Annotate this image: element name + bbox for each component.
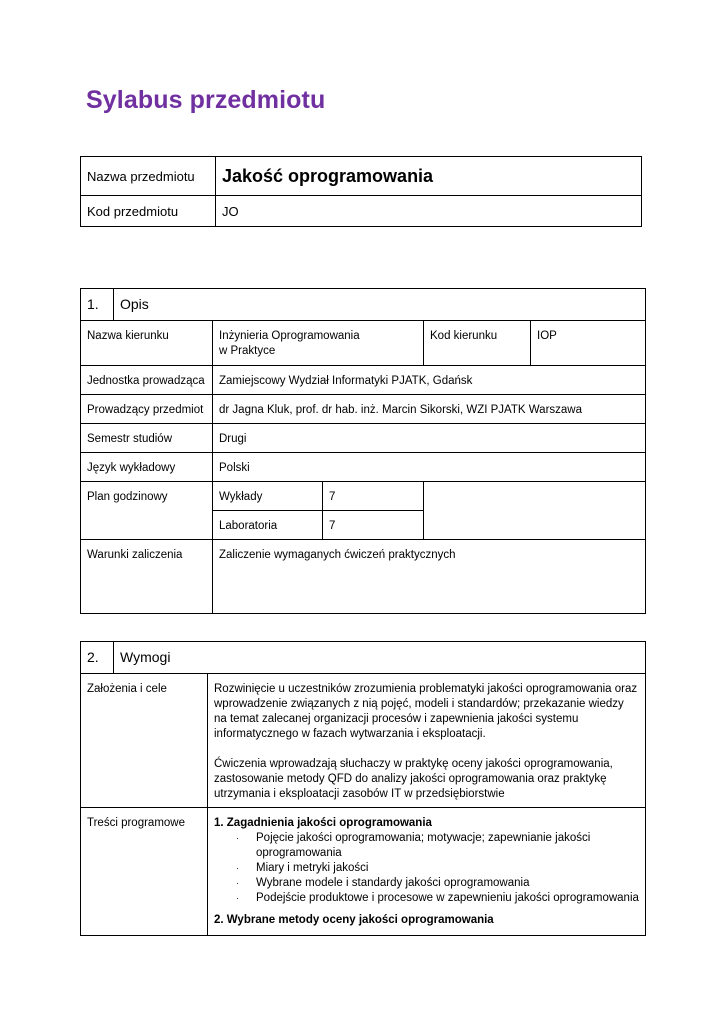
field-code-value: IOP: [531, 321, 646, 366]
unit-value: Zamiejscowy Wydział Informatyki PJATK, Gdańsk: [213, 366, 646, 395]
field-label: Nazwa kierunku: [81, 321, 213, 366]
section1-number: 1.: [81, 289, 114, 321]
lectures-label: Wykłady: [213, 482, 323, 511]
requirements-table: [80, 641, 646, 936]
field-row: [81, 321, 646, 366]
plan-label: Plan godzinowy: [81, 482, 213, 540]
course-name-label: Nazwa przedmiotu: [81, 157, 216, 196]
language-value: Polski: [213, 453, 646, 482]
goals-row: [81, 674, 646, 808]
language-row: [81, 453, 646, 482]
list-item: [236, 891, 639, 906]
field-value-line2: w Praktyce: [219, 345, 276, 357]
lecturer-row: [81, 395, 646, 424]
course-code-label: Kod przedmiotu: [81, 196, 216, 227]
lectures-value: 7: [323, 482, 424, 511]
course-code-value: JO: [216, 196, 642, 227]
lecturer-label: Prowadzący przedmiot: [81, 395, 213, 424]
bullet-icon: ·: [236, 878, 239, 888]
labs-label: Laboratoria: [213, 511, 323, 540]
goals-paragraph-1: Rozwinięcie u uczestników zrozumienia problematyki jakości oprogramowania oraz wprowadzenie związanych z nią pojęć, modeli i standardów; przekazanie wiedzy na temat zalecanej organizacji procesów i zapewnienia jakości systemu informatycznego w fazach wytwarzania i eksploatacji.: [214, 683, 638, 740]
plan-row-lectures: [81, 482, 646, 511]
labs-value: 7: [323, 511, 424, 540]
content-label: Treści programowe: [81, 808, 208, 936]
section2-header-row: [81, 642, 646, 674]
topic-1-list: [214, 831, 639, 906]
semester-value: Drugi: [213, 424, 646, 453]
goals-label: Założenia i cele: [81, 674, 208, 808]
goals-value: [208, 674, 646, 808]
topic-2-heading: 2. Wybrane metody oceny jakości oprogramowania: [214, 914, 494, 926]
topic-1-heading: 1. Zagadnienia jakości oprogramowania: [214, 817, 432, 829]
bullet-icon: ·: [236, 893, 239, 903]
content-row: [81, 808, 646, 936]
course-name-value: Jakość oprogramowania: [216, 157, 642, 196]
unit-label: Jednostka prowadząca: [81, 366, 213, 395]
plan-empty-cell: [424, 482, 646, 540]
section2-title: Wymogi: [114, 642, 646, 674]
goals-paragraph-2: Ćwiczenia wprowadzają słuchaczy w praktykę oceny jakości oprogramowania, zastosowanie metody QFD do analizy jakości oprogramowania oraz praktykę utrzymania i eksploatacji zasobów IT w przedsiębiorstwie: [214, 758, 613, 800]
list-item-text: Wybrane modele i standardy jakości oprogramowania: [256, 877, 530, 889]
page-title: Sylabus przedmiotu: [86, 86, 326, 114]
list-item-text: Miary i metryki jakości: [256, 862, 369, 874]
section1-header-row: [81, 289, 646, 321]
list-item-text: Pojęcie jakości oprogramowania; motywacje; zapewnianie jakości oprogramowania: [256, 832, 591, 859]
bullet-icon: ·: [236, 833, 239, 843]
conditions-row: [81, 540, 646, 614]
field-value-line1: Inżynieria Oprogramowania: [219, 330, 360, 342]
semester-label: Semestr studiów: [81, 424, 213, 453]
list-item: [236, 876, 639, 891]
language-label: Język wykładowy: [81, 453, 213, 482]
semester-row: [81, 424, 646, 453]
list-item: [236, 831, 639, 861]
field-code-label: Kod kierunku: [424, 321, 531, 366]
section1-title: Opis: [114, 289, 646, 321]
conditions-value: Zaliczenie wymaganych ćwiczeń praktycznych: [213, 540, 646, 614]
course-info-table: [80, 156, 642, 227]
lecturer-value: dr Jagna Kluk, prof. dr hab. inż. Marcin Sikorski, WZI PJATK Warszawa: [213, 395, 646, 424]
description-table: [80, 288, 646, 614]
section2-number: 2.: [81, 642, 114, 674]
course-code-row: [81, 196, 642, 227]
list-item: [236, 861, 639, 876]
course-name-row: [81, 157, 642, 196]
list-item-text: Podejście produktowe i procesowe w zapewnieniu jakości oprogramowania: [256, 892, 639, 904]
unit-row: [81, 366, 646, 395]
bullet-icon: ·: [236, 863, 239, 873]
conditions-label: Warunki zaliczenia: [81, 540, 213, 614]
content-value: [208, 808, 646, 936]
field-value: [213, 321, 424, 366]
